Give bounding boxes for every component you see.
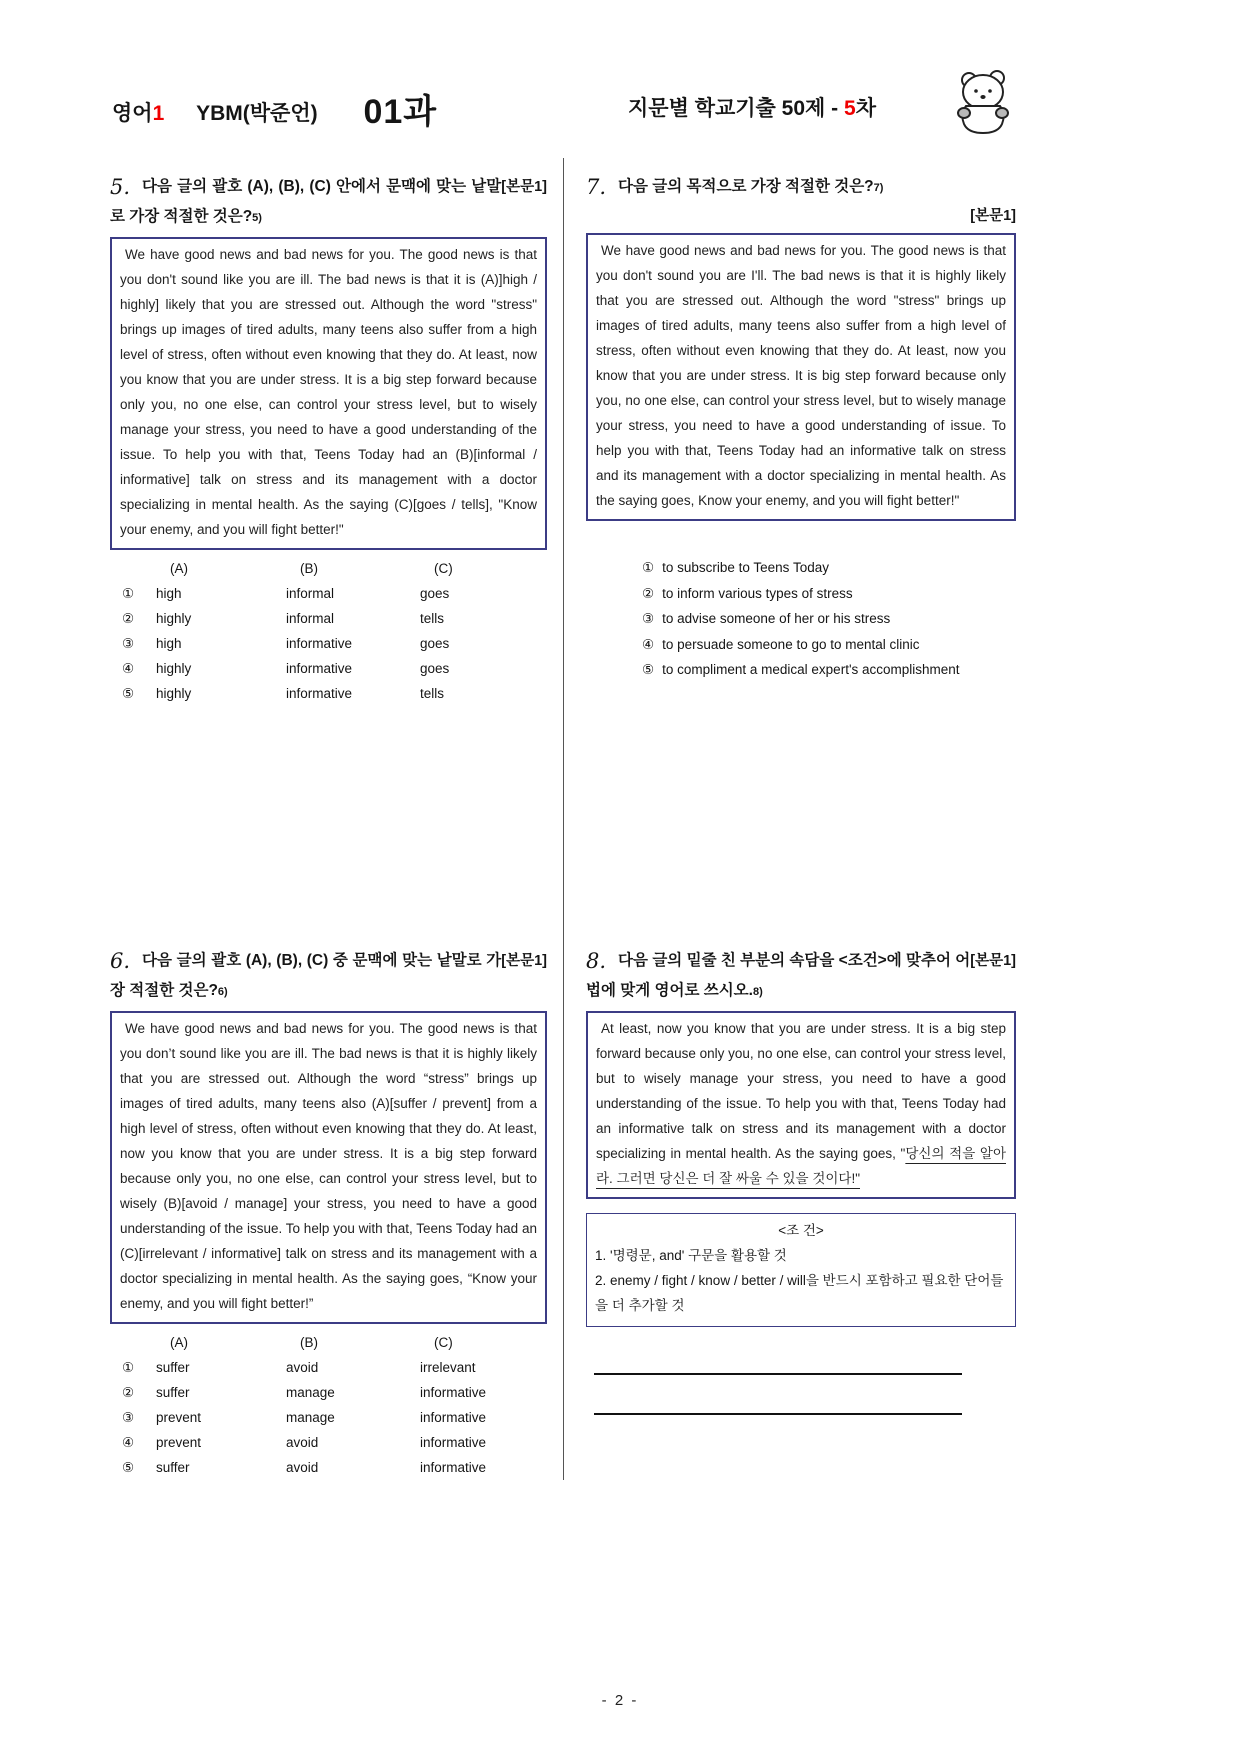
option-number: ④ bbox=[122, 1435, 135, 1450]
option-cell: suffer bbox=[156, 1360, 190, 1375]
question-8-title bbox=[586, 946, 1016, 1007]
option-cell: manage bbox=[286, 1410, 335, 1425]
question-7-title-text: 다음 글의 목적으로 가장 적절한 것은? bbox=[618, 178, 874, 195]
series-title: 지문별 학교기출 50제 bbox=[628, 97, 826, 120]
question-7-passage: We have good news and bad news for you. The good news is that you don't sound you are I'll. The bad news is that it is highly likely that you are stressed out. Although the word "stress" brings up images of tired adults, many teens also suffer from a high level of stress, often without even knowing that they do. At least, now you know that you are under stress. It is big step forward because only you, no one else, can control your stress level, but to wisely manage your stress, you need to have a good understanding of issue. To help you with that, Teens Today had an informative talk on stress and its management with a doctor specializing in mental health. As the saying goes, Know your enemy, and you will fight better!" bbox=[586, 233, 1016, 521]
publisher-label: YBM(박준언) bbox=[196, 102, 318, 125]
option-cell: informal bbox=[286, 586, 335, 601]
question-5-head bbox=[110, 172, 547, 233]
question-5-source-label: [본문1] bbox=[501, 179, 547, 195]
spacer bbox=[122, 1330, 156, 1355]
question-8-ref: 8) bbox=[752, 986, 763, 998]
option-cell: suffer bbox=[156, 1385, 190, 1400]
option-item bbox=[642, 632, 1016, 658]
question-8 bbox=[586, 946, 1016, 1415]
answer-blank-line[interactable] bbox=[594, 1373, 962, 1375]
option-cell: avoid bbox=[286, 1460, 319, 1475]
question-6 bbox=[110, 946, 547, 1480]
question-5-number: 5. bbox=[110, 175, 131, 199]
option-number: ③ bbox=[122, 1410, 135, 1425]
option-text: to advise someone of her or his stress bbox=[662, 611, 891, 626]
option-text: to persuade someone to go to mental clinic bbox=[662, 636, 920, 652]
option-item bbox=[642, 657, 1016, 683]
option-number: ⑤ bbox=[642, 662, 655, 677]
option-cell: avoid bbox=[286, 1360, 319, 1375]
series-separator: - bbox=[825, 97, 844, 120]
option-cell: manage bbox=[286, 1385, 335, 1400]
option-item bbox=[642, 606, 1016, 632]
course-label: 영어 bbox=[112, 102, 153, 125]
option-item bbox=[642, 555, 1016, 581]
option-text: to inform various types of stress bbox=[662, 585, 853, 601]
question-7-ref: 7) bbox=[873, 182, 884, 194]
option-col-header-c: (C) bbox=[434, 1335, 453, 1350]
option-number: ② bbox=[122, 1385, 135, 1400]
option-cell: highly bbox=[156, 686, 192, 701]
spacer bbox=[122, 556, 156, 581]
question-6-source-label: [본문1] bbox=[501, 953, 547, 969]
option-cell: highly bbox=[156, 661, 192, 676]
option-cell: highly bbox=[156, 611, 192, 626]
question-7-options bbox=[642, 555, 1016, 683]
header-left bbox=[112, 84, 437, 133]
question-6-number: 6. bbox=[110, 949, 131, 973]
question-5-ref: 5) bbox=[252, 212, 262, 224]
option-cell: informative bbox=[420, 1410, 487, 1425]
option-number: ④ bbox=[642, 636, 655, 652]
question-8-head bbox=[586, 946, 1016, 1007]
question-6-options bbox=[110, 1330, 547, 1480]
course-number: 1 bbox=[152, 102, 165, 125]
option-col-header-a: (A) bbox=[170, 1335, 188, 1350]
question-8-title-text: 다음 글의 밑줄 친 부분의 속담을 <조건>에 맞추어 어법에 맞게 영어로 쓰시오. bbox=[586, 952, 971, 999]
option-cell: tells bbox=[420, 686, 445, 701]
option-number: ② bbox=[122, 611, 135, 626]
option-number: ② bbox=[642, 585, 655, 601]
round-number: 5 bbox=[844, 97, 856, 120]
option-col-header-b: (B) bbox=[300, 561, 318, 576]
option-cell: irrelevant bbox=[420, 1360, 476, 1375]
option-text: to subscribe to Teens Today bbox=[662, 560, 829, 575]
option-number: ③ bbox=[642, 611, 655, 626]
unit-title: 01과 bbox=[363, 93, 438, 131]
question-7 bbox=[586, 172, 1016, 683]
option-number: ⑤ bbox=[122, 686, 135, 701]
column-divider bbox=[563, 158, 564, 1480]
round-suffix: 차 bbox=[855, 97, 876, 120]
question-5-title-text: 다음 글의 괄호 (A), (B), (C) 안에서 문맥에 맞는 낱말로 가장 적절한 것은? bbox=[110, 178, 502, 225]
passage-text: At least, now you know that you are under stress. It is a big step forward because only you, no one else, can control your stress level, but to wisely manage your stress, you need to have a good understanding of the issue. To help you with that, Teens Today had an informative talk on stress and its management with a doctor specializing in mental health. As the saying goes, " bbox=[596, 1021, 1006, 1161]
option-item bbox=[642, 581, 1016, 607]
option-cell: informal bbox=[286, 611, 335, 626]
question-7-title bbox=[586, 172, 1016, 229]
question-6-title-text: 다음 글의 괄호 (A), (B), (C) 중 문맥에 맞는 낱말로 가장 적절한 것은? bbox=[110, 952, 502, 999]
question-6-passage: We have good news and bad news for you. The good news is that you don’t sound like you are ill. The bad news is that it is highly likely that you are stressed out. Although the word “stress” brings up images of tired adults, many teens also (A)[suffer / prevent] from a high level of stress, often without even knowing that they do. At least, now you know that you are under stress. It is a big step forward because only you, no one else, can control your stress level, but to wisely (B)[avoid / manage] your stress, you need to have a good understanding of the issue. To help you with that, Teens Today had an (C)[irrelevant / informative] talk on stress and its management with a doctor specializing in mental health. As the saying goes, “Know your enemy, and you will fight better!” bbox=[110, 1011, 547, 1324]
option-cell: informative bbox=[420, 1435, 487, 1450]
passage-underlined-text: 당신의 적을 알아라. 그러면 당신은 더 잘 싸울 수 있을 것이다!" bbox=[596, 1146, 1006, 1186]
option-col-header-b: (B) bbox=[300, 1335, 318, 1350]
option-number: ④ bbox=[122, 661, 135, 676]
bear-mascot-icon bbox=[952, 66, 1014, 136]
question-7-number: 7. bbox=[586, 175, 607, 199]
option-col-header-c: (C) bbox=[434, 561, 453, 576]
condition-line: 1. '명령문, and' 구문을 활용할 것 bbox=[595, 1248, 787, 1263]
option-text: to compliment a medical expert's accomplishment bbox=[662, 662, 960, 677]
option-number: ① bbox=[642, 560, 655, 575]
option-cell: high bbox=[156, 586, 182, 601]
option-cell: informative bbox=[286, 661, 353, 676]
option-number: ① bbox=[122, 586, 135, 601]
option-cell: informative bbox=[286, 686, 353, 701]
option-cell: goes bbox=[420, 636, 450, 651]
question-7-source-label: [본문1] bbox=[970, 208, 1016, 224]
option-cell: avoid bbox=[286, 1435, 319, 1450]
condition-title: <조 건> bbox=[778, 1223, 824, 1238]
option-cell: informative bbox=[420, 1385, 487, 1400]
question-6-ref: 6) bbox=[217, 986, 228, 998]
question-5-passage: We have good news and bad news for you. The good news is that you don't sound like you are ill. The bad news is that it is (A)]high / highly] likely that you are stressed out. Although the word "stress" brings up images of tired adults, many teens also suffer from a high level of stress, often without even knowing that they do. At least, now you know that you are under stress. It is a big step forward because only you, no one else, can control your stress level, but to wisely manage your stress, you need to have a good understanding of the issue. To help you with that, Teens Today had an (B)[informal / informative] talk on stress and its management with a doctor specializing in mental health. As the saying (C)[goes / tells], "Know your enemy, and you will fight better!" bbox=[110, 237, 547, 550]
header-right bbox=[628, 92, 876, 122]
question-8-source-label: [본문1] bbox=[970, 953, 1016, 969]
option-cell: informative bbox=[420, 1460, 487, 1475]
question-7-head bbox=[586, 172, 1016, 229]
question-8-passage bbox=[586, 1011, 1016, 1199]
page-number: - 2 - bbox=[601, 1692, 639, 1709]
option-number: ③ bbox=[122, 636, 135, 651]
question-5-title bbox=[110, 172, 547, 233]
option-cell: tells bbox=[420, 611, 445, 626]
option-cell: prevent bbox=[156, 1410, 202, 1425]
option-number: ⑤ bbox=[122, 1460, 135, 1475]
option-cell: suffer bbox=[156, 1460, 190, 1475]
condition-line: 2. enemy / fight / know / better / will을 반드시 포함하고 필요한 단어들을 더 추가할 것 bbox=[595, 1273, 1004, 1313]
option-cell: high bbox=[156, 636, 182, 651]
option-cell: goes bbox=[420, 586, 450, 601]
question-8-number: 8. bbox=[586, 949, 607, 973]
course-name bbox=[112, 102, 164, 125]
option-cell: informative bbox=[286, 636, 353, 651]
option-col-header-a: (A) bbox=[170, 561, 188, 576]
option-number: ① bbox=[122, 1360, 135, 1375]
question-5-options bbox=[110, 556, 547, 706]
question-5 bbox=[110, 172, 547, 706]
question-6-title bbox=[110, 946, 547, 1007]
option-cell: goes bbox=[420, 661, 450, 676]
answer-blank-line[interactable] bbox=[594, 1413, 962, 1415]
question-6-head bbox=[110, 946, 547, 1007]
option-cell: prevent bbox=[156, 1435, 202, 1450]
condition-box bbox=[586, 1213, 1016, 1327]
